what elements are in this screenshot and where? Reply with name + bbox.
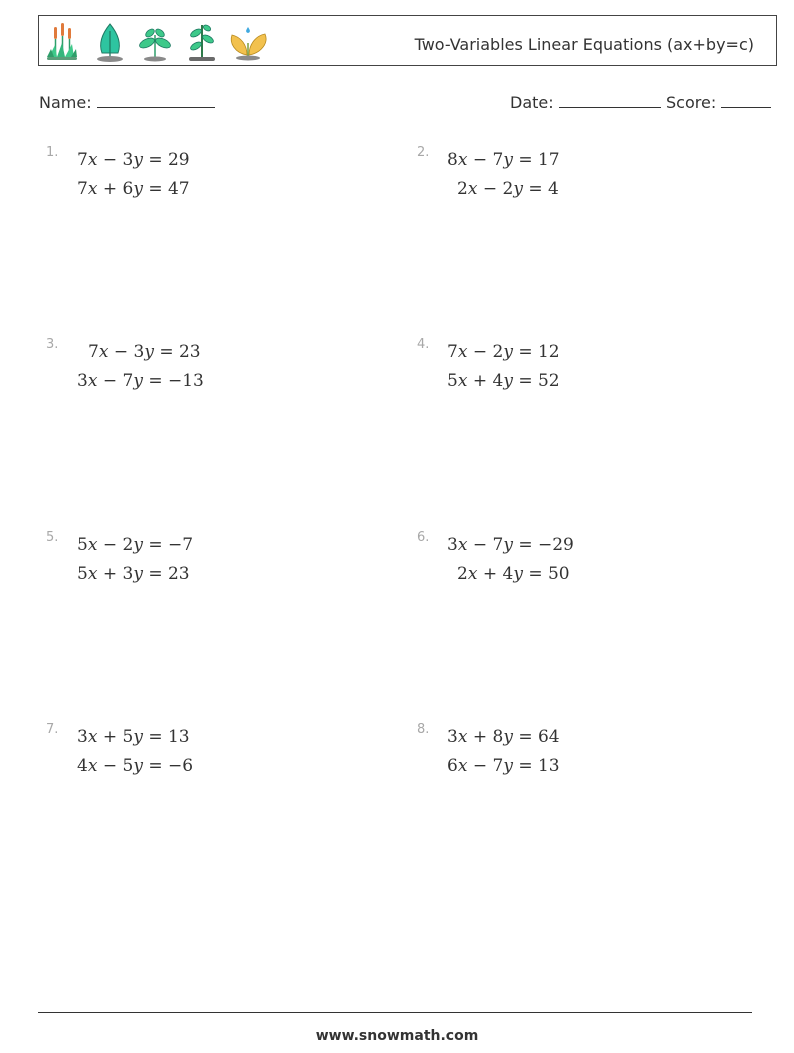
problem-number: 5. <box>46 530 59 545</box>
watering-plant-icon <box>227 21 271 63</box>
seedling-icon <box>185 21 219 63</box>
problem-number: 6. <box>417 530 430 545</box>
date-blank[interactable] <box>559 93 661 108</box>
equation-2: 4x − 5y = −6 <box>77 756 194 776</box>
problem-5 <box>46 530 376 610</box>
equation-1: 8x − 7y = 17 <box>447 150 560 170</box>
problem-3 <box>46 337 376 417</box>
equation-2: 2x + 4y = 50 <box>457 564 570 584</box>
problem-8 <box>417 722 747 802</box>
problem-number: 3. <box>46 337 59 352</box>
score-label: Score: <box>666 93 717 112</box>
problem-number: 4. <box>417 337 430 352</box>
date-label: Date: <box>510 93 554 112</box>
date-field <box>510 93 661 112</box>
equation-2: 3x − 7y = −13 <box>77 371 204 391</box>
equation-2: 2x − 2y = 4 <box>457 179 559 199</box>
equation-1: 5x − 2y = −7 <box>77 535 194 555</box>
equation-2: 5x + 3y = 23 <box>77 564 190 584</box>
sprout-icon <box>135 21 175 63</box>
leaf-icon <box>93 21 127 63</box>
problem-1 <box>46 145 376 225</box>
equation-1: 3x − 7y = −29 <box>447 535 574 555</box>
equation-2: 7x + 6y = 47 <box>77 179 190 199</box>
name-blank[interactable] <box>97 93 215 108</box>
footer-divider <box>38 1012 752 1013</box>
equation-1: 7x − 3y = 29 <box>77 150 190 170</box>
problem-4 <box>417 337 747 417</box>
footer-url[interactable]: www.snowmath.com <box>315 1028 479 1044</box>
equation-2: 6x − 7y = 13 <box>447 756 560 776</box>
equation-2: 5x + 4y = 52 <box>447 371 560 391</box>
problem-7 <box>46 722 376 802</box>
problem-2 <box>417 145 747 225</box>
score-blank[interactable] <box>721 93 771 108</box>
problem-number: 1. <box>46 145 59 160</box>
cattail-plant-icon <box>45 21 79 63</box>
worksheet-title: Two-Variables Linear Equations (ax+by=c) <box>414 35 754 54</box>
name-label: Name: <box>39 93 92 112</box>
problem-6 <box>417 530 747 610</box>
header-box <box>38 15 777 66</box>
name-field <box>39 93 215 112</box>
equation-1: 7x − 2y = 12 <box>447 342 560 362</box>
equation-1: 3x + 5y = 13 <box>77 727 190 747</box>
problem-number: 2. <box>417 145 430 160</box>
equation-1: 3x + 8y = 64 <box>447 727 560 747</box>
problem-number: 8. <box>417 722 430 737</box>
problem-number: 7. <box>46 722 59 737</box>
score-field <box>666 93 771 112</box>
equation-1: 7x − 3y = 23 <box>88 342 201 362</box>
